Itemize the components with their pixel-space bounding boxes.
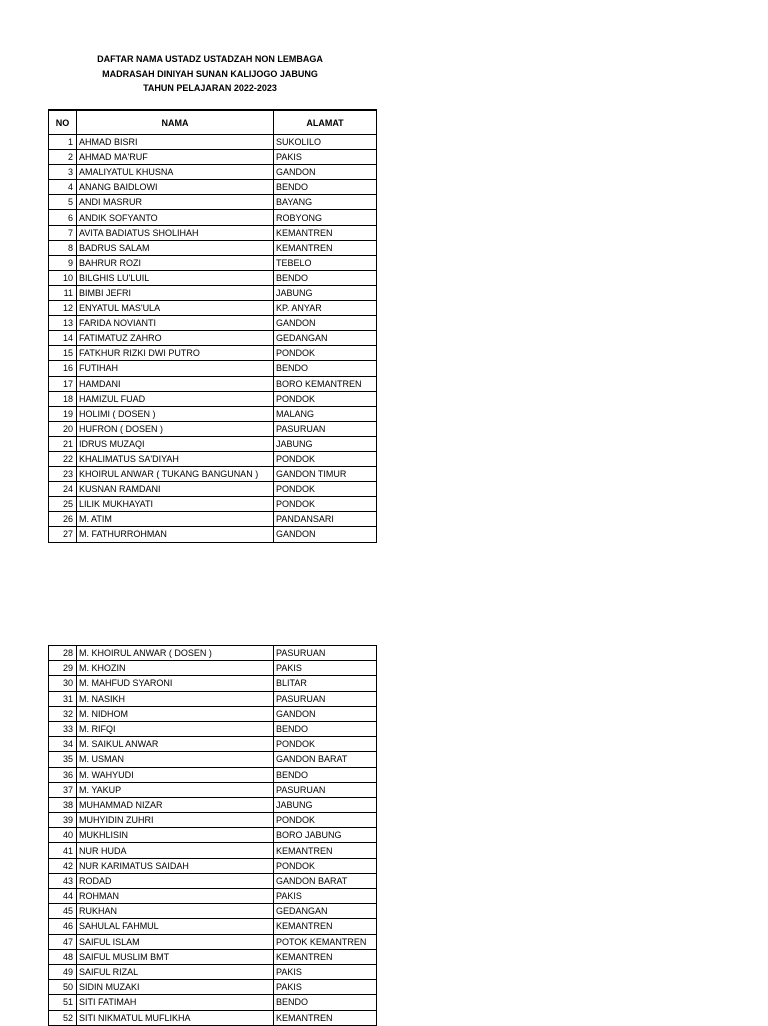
teacher-name: ROHMAN (77, 889, 274, 904)
teacher-name: LILIK MUKHAYATI (77, 497, 274, 512)
teacher-address: PAKIS (274, 150, 377, 165)
teacher-address: GEDANGAN (274, 904, 377, 919)
teacher-name: KUSNAN RAMDANI (77, 482, 274, 497)
teacher-address: PONDOK (274, 346, 377, 361)
document-title (48, 52, 372, 96)
row-number: 32 (49, 706, 77, 721)
table-row (49, 934, 377, 949)
table-row (49, 964, 377, 979)
teacher-name: M. FATHURROHMAN (77, 527, 274, 542)
teacher-address: GANDON (274, 706, 377, 721)
teacher-name: KHOIRUL ANWAR ( TUKANG BANGUNAN ) (77, 467, 274, 482)
table-row (49, 150, 377, 165)
row-number: 36 (49, 767, 77, 782)
teacher-name: AMALIYATUL KHUSNA (77, 165, 274, 180)
teacher-name: M. NIDHOM (77, 706, 274, 721)
row-number: 20 (49, 421, 77, 436)
row-number: 8 (49, 240, 77, 255)
row-number: 14 (49, 331, 77, 346)
teacher-name: FATIMATUZ ZAHRO (77, 331, 274, 346)
table-row (49, 165, 377, 180)
teacher-name: BAHRUR ROZI (77, 255, 274, 270)
table-row (49, 346, 377, 361)
teacher-name: M. MAHFUD SYARONI (77, 676, 274, 691)
row-number: 7 (49, 225, 77, 240)
row-number: 15 (49, 346, 77, 361)
teacher-name: SAHULAL FAHMUL (77, 919, 274, 934)
teacher-name: AHMAD MA'RUF (77, 150, 274, 165)
table-row (49, 843, 377, 858)
row-number: 22 (49, 451, 77, 466)
table-row (49, 482, 377, 497)
table-row (49, 661, 377, 676)
teacher-address: SUKOLILO (274, 135, 377, 150)
table-row (49, 135, 377, 150)
row-number: 3 (49, 165, 77, 180)
row-number: 50 (49, 980, 77, 995)
row-number: 16 (49, 361, 77, 376)
teacher-address: KEMANTREN (274, 949, 377, 964)
table-row (49, 210, 377, 225)
teacher-name: ANDI MASRUR (77, 195, 274, 210)
table-row (49, 1010, 377, 1025)
table-row (49, 180, 377, 195)
table-row (49, 240, 377, 255)
table-row (49, 980, 377, 995)
teacher-address: JABUNG (274, 285, 377, 300)
table-row (49, 904, 377, 919)
teacher-name: ANANG BAIDLOWI (77, 180, 274, 195)
teacher-name: SITI NIKMATUL MUFLIKHA (77, 1010, 274, 1025)
teacher-address: GANDON TIMUR (274, 467, 377, 482)
teacher-name: ANDIK SOFYANTO (77, 210, 274, 225)
table-row (49, 195, 377, 210)
row-number: 11 (49, 285, 77, 300)
teacher-address: PONDOK (274, 482, 377, 497)
row-number: 31 (49, 691, 77, 706)
row-number: 51 (49, 995, 77, 1010)
row-number: 4 (49, 180, 77, 195)
teacher-address: KEMANTREN (274, 1010, 377, 1025)
row-number: 5 (49, 195, 77, 210)
table-row (49, 828, 377, 843)
teacher-address: BENDO (274, 767, 377, 782)
row-number: 19 (49, 406, 77, 421)
teacher-name: BILGHIS LU'LUIL (77, 270, 274, 285)
teacher-address: GEDANGAN (274, 331, 377, 346)
teacher-address: PAKIS (274, 980, 377, 995)
teacher-table-page-2 (48, 645, 377, 1026)
teacher-address: PONDOK (274, 391, 377, 406)
teacher-address: BENDO (274, 721, 377, 736)
table-row (49, 376, 377, 391)
teacher-address: PONDOK (274, 813, 377, 828)
table-row (49, 797, 377, 812)
row-number: 28 (49, 646, 77, 661)
teacher-name: ENYATUL MAS'ULA (77, 301, 274, 316)
teacher-address: KEMANTREN (274, 843, 377, 858)
teacher-address: JABUNG (274, 797, 377, 812)
teacher-address: PONDOK (274, 451, 377, 466)
row-number: 25 (49, 497, 77, 512)
table-row (49, 301, 377, 316)
table-row (49, 858, 377, 873)
teacher-address: KP. ANYAR (274, 301, 377, 316)
row-number: 10 (49, 270, 77, 285)
teacher-address: BENDO (274, 270, 377, 285)
table-row (49, 889, 377, 904)
teacher-address: PASURUAN (274, 782, 377, 797)
table-row (49, 255, 377, 270)
table-row (49, 737, 377, 752)
teacher-name: BADRUS SALAM (77, 240, 274, 255)
row-number: 44 (49, 889, 77, 904)
teacher-address: JABUNG (274, 436, 377, 451)
teacher-name: MUHYIDIN ZUHRI (77, 813, 274, 828)
row-number: 13 (49, 316, 77, 331)
row-number: 27 (49, 527, 77, 542)
teacher-address: BORO JABUNG (274, 828, 377, 843)
teacher-address: BAYANG (274, 195, 377, 210)
row-number: 45 (49, 904, 77, 919)
teacher-name: HAMDANI (77, 376, 274, 391)
teacher-name: MUHAMMAD NIZAR (77, 797, 274, 812)
teacher-table-page-1 (48, 109, 377, 543)
row-number: 34 (49, 737, 77, 752)
teacher-address: GANDON (274, 165, 377, 180)
teacher-address: PAKIS (274, 889, 377, 904)
teacher-address: PAKIS (274, 964, 377, 979)
teacher-address: BLITAR (274, 676, 377, 691)
teacher-name: RODAD (77, 873, 274, 888)
table-row (49, 406, 377, 421)
row-number: 47 (49, 934, 77, 949)
column-header-nama: NAMA (77, 110, 274, 135)
title-line-3: TAHUN PELAJARAN 2022-2023 (143, 83, 277, 93)
table-row (49, 676, 377, 691)
table-row (49, 646, 377, 661)
teacher-address: PASURUAN (274, 646, 377, 661)
row-number: 40 (49, 828, 77, 843)
table-header-row (49, 110, 377, 135)
teacher-name: IDRUS MUZAQI (77, 436, 274, 451)
teacher-name: AVITA BADIATUS SHOLIHAH (77, 225, 274, 240)
teacher-name: SAIFUL MUSLIM BMT (77, 949, 274, 964)
teacher-name: M. RIFQI (77, 721, 274, 736)
row-number: 26 (49, 512, 77, 527)
teacher-name: FUTIHAH (77, 361, 274, 376)
table-row (49, 451, 377, 466)
teacher-name: SAIFUL RIZAL (77, 964, 274, 979)
row-number: 38 (49, 797, 77, 812)
row-number: 2 (49, 150, 77, 165)
row-number: 35 (49, 752, 77, 767)
row-number: 18 (49, 391, 77, 406)
teacher-address: BENDO (274, 361, 377, 376)
table-row (49, 721, 377, 736)
table-row (49, 467, 377, 482)
teacher-address: GANDON BARAT (274, 873, 377, 888)
teacher-name: M. ATIM (77, 512, 274, 527)
teacher-address: PONDOK (274, 858, 377, 873)
table-row (49, 331, 377, 346)
table-row (49, 873, 377, 888)
teacher-name: MUKHLISIN (77, 828, 274, 843)
table-row (49, 782, 377, 797)
table-row (49, 527, 377, 542)
row-number: 39 (49, 813, 77, 828)
teacher-address: PASURUAN (274, 691, 377, 706)
row-number: 1 (49, 135, 77, 150)
table-row (49, 421, 377, 436)
row-number: 37 (49, 782, 77, 797)
teacher-name: FATKHUR RIZKI DWI PUTRO (77, 346, 274, 361)
teacher-name: M. NASIKH (77, 691, 274, 706)
column-header-alamat: ALAMAT (274, 110, 377, 135)
teacher-name: AHMAD BISRI (77, 135, 274, 150)
teacher-name: RUKHAN (77, 904, 274, 919)
teacher-address: MALANG (274, 406, 377, 421)
table-row (49, 316, 377, 331)
column-header-no: NO (49, 110, 77, 135)
row-number: 46 (49, 919, 77, 934)
row-number: 23 (49, 467, 77, 482)
teacher-address: BORO KEMANTREN (274, 376, 377, 391)
row-number: 43 (49, 873, 77, 888)
row-number: 49 (49, 964, 77, 979)
teacher-address: KEMANTREN (274, 240, 377, 255)
table-row (49, 752, 377, 767)
row-number: 42 (49, 858, 77, 873)
row-number: 30 (49, 676, 77, 691)
table-row (49, 995, 377, 1010)
teacher-name: M. WAHYUDI (77, 767, 274, 782)
teacher-name: NUR HUDA (77, 843, 274, 858)
table-row (49, 767, 377, 782)
teacher-address: KEMANTREN (274, 919, 377, 934)
teacher-address: PASURUAN (274, 421, 377, 436)
teacher-address: POTOK KEMANTREN (274, 934, 377, 949)
teacher-name: NUR KARIMATUS SAIDAH (77, 858, 274, 873)
teacher-name: BIMBI JEFRI (77, 285, 274, 300)
teacher-address: GANDON BARAT (274, 752, 377, 767)
table-row (49, 919, 377, 934)
row-number: 48 (49, 949, 77, 964)
teacher-name: M. SAIKUL ANWAR (77, 737, 274, 752)
row-number: 6 (49, 210, 77, 225)
row-number: 17 (49, 376, 77, 391)
teacher-address: PANDANSARI (274, 512, 377, 527)
teacher-name: KHALIMATUS SA'DIYAH (77, 451, 274, 466)
teacher-address: PONDOK (274, 737, 377, 752)
teacher-address: GANDON (274, 527, 377, 542)
teacher-address: ROBYONG (274, 210, 377, 225)
table-row (49, 949, 377, 964)
row-number: 24 (49, 482, 77, 497)
teacher-name: M. USMAN (77, 752, 274, 767)
teacher-address: PAKIS (274, 661, 377, 676)
row-number: 41 (49, 843, 77, 858)
table-row (49, 706, 377, 721)
table-row (49, 813, 377, 828)
row-number: 21 (49, 436, 77, 451)
teacher-address: GANDON (274, 316, 377, 331)
teacher-name: M. KHOZIN (77, 661, 274, 676)
table-row (49, 512, 377, 527)
row-number: 29 (49, 661, 77, 676)
teacher-name: HAMIZUL FUAD (77, 391, 274, 406)
table-row (49, 270, 377, 285)
teacher-name: M. YAKUP (77, 782, 274, 797)
table-row (49, 391, 377, 406)
table-row (49, 361, 377, 376)
teacher-name: HOLIMI ( DOSEN ) (77, 406, 274, 421)
teacher-address: BENDO (274, 180, 377, 195)
row-number: 33 (49, 721, 77, 736)
teacher-name: HUFRON ( DOSEN ) (77, 421, 274, 436)
row-number: 9 (49, 255, 77, 270)
teacher-address: KEMANTREN (274, 225, 377, 240)
teacher-name: FARIDA NOVIANTI (77, 316, 274, 331)
table-row (49, 285, 377, 300)
teacher-address: BENDO (274, 995, 377, 1010)
title-line-1: DAFTAR NAMA USTADZ USTADZAH NON LEMBAGA (97, 54, 323, 64)
teacher-address: TEBELO (274, 255, 377, 270)
table-row (49, 691, 377, 706)
title-line-2: MADRASAH DINIYAH SUNAN KALIJOGO JABUNG (102, 68, 318, 79)
table-row (49, 225, 377, 240)
teacher-name: SITI FATIMAH (77, 995, 274, 1010)
table-row (49, 497, 377, 512)
teacher-address: PONDOK (274, 497, 377, 512)
teacher-name: SAIFUL ISLAM (77, 934, 274, 949)
teacher-name: SIDIN MUZAKI (77, 980, 274, 995)
row-number: 52 (49, 1010, 77, 1025)
row-number: 12 (49, 301, 77, 316)
table-row (49, 436, 377, 451)
teacher-name: M. KHOIRUL ANWAR ( DOSEN ) (77, 646, 274, 661)
